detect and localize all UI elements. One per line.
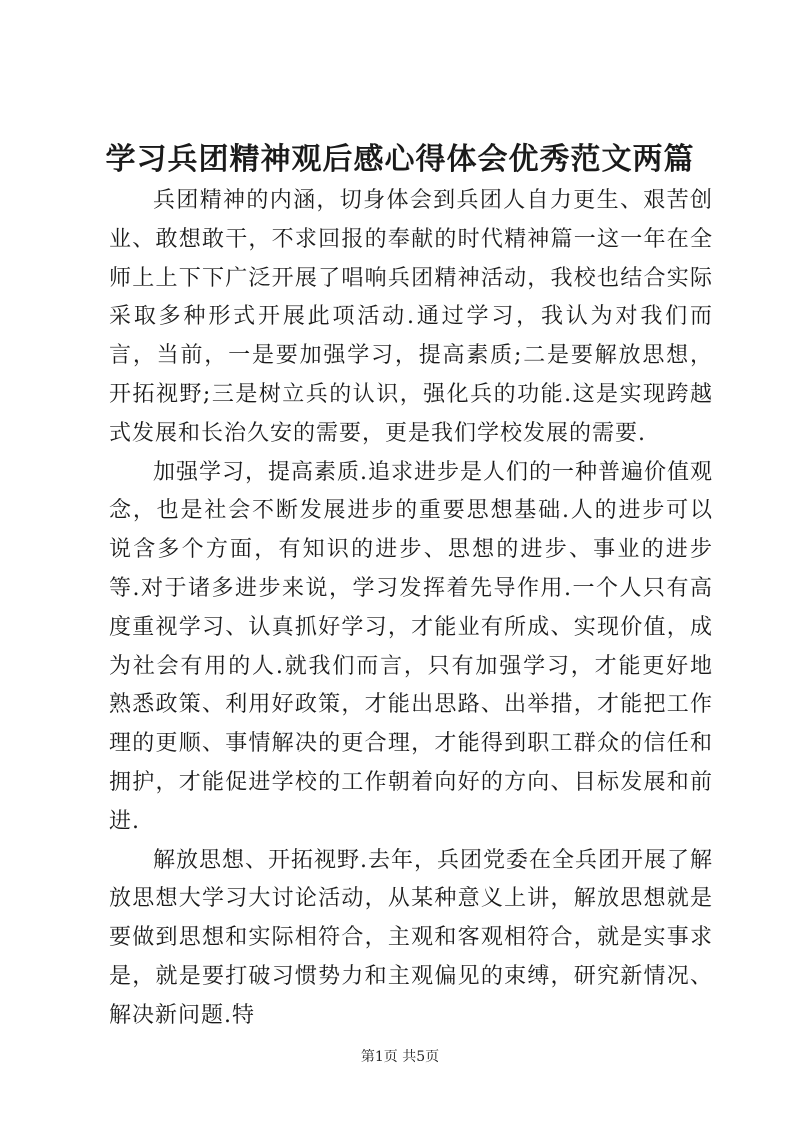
paragraph-1: 兵团精神的内涵，切身体会到兵团人自力更生、艰苦创业、敢想敢干，不求回报的奉献的时代精神篇一这一年在全师上上下下广泛开展了唱响兵团精神活动，我校也结合实际采取多种形式开展此项活动.通过学习，我认为对我们而言，当前，一是要加强学习，提高素质;二是要解放思想，开拓视野;三是树立兵的认识，强化兵的功能.这是实现跨越式发展和长治久安的需要，更是我们学校发展的需要.	[109, 188, 713, 446]
document-body	[109, 182, 713, 1036]
paragraph-3: 解放思想、开拓视野.去年，兵团党委在全兵团开展了解放思想大学习大讨论活动，从某种意义上讲，解放思想就是要做到思想和实际相符合，主观和客观相符合，就是实事求是，就是要打破习惯势力和主观偏见的束缚，研究新情况、解决新问题.特	[109, 847, 713, 1028]
document-title: 学习兵团精神观后感心得体会优秀范文两篇	[105, 142, 695, 177]
page-number-footer: 第1页 共5页	[360, 1049, 440, 1065]
paragraph-2: 加强学习，提高素质.追求进步是人们的一种普遍价值观念，也是社会不断发展进步的重要思想基础.人的进步可以说含多个方面，有知识的进步、思想的进步、事业的进步等.对于诸多进步来说，学习发挥着先导作用.一个人只有高度重视学习、认真抓好学习，才能业有所成、实现价值，成为社会有用的人.就我们而言，只有加强学习，才能更好地熟悉政策、利用好政策，才能出思路、出举措，才能把工作理的更顺、事情解决的更合理，才能得到职工群众的信任和拥护，才能促进学校的工作朝着向好的方向、目标发展和前进.	[109, 459, 713, 834]
